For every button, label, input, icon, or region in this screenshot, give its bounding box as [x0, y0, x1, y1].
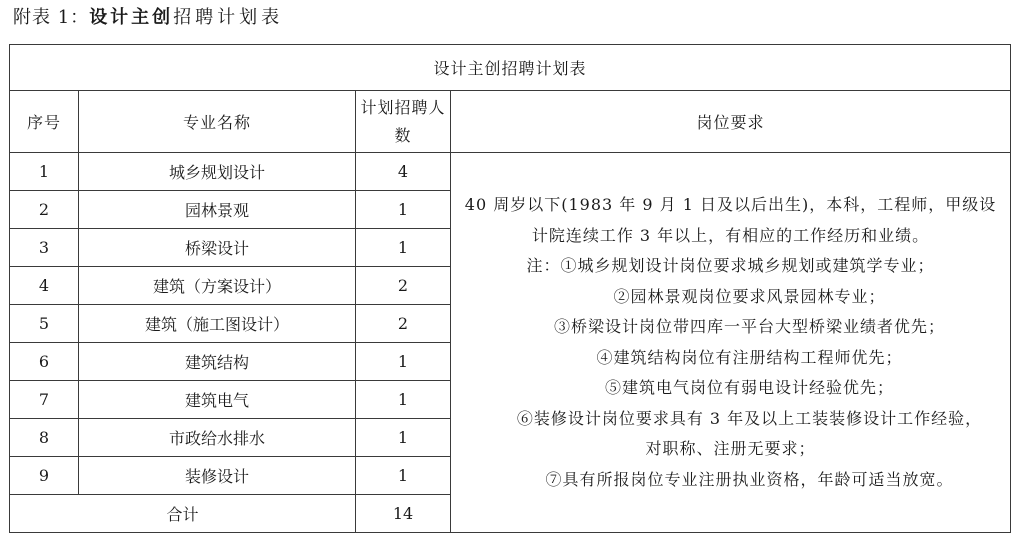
cell-count: 1: [356, 457, 451, 495]
cell-major: 建筑（施工图设计）: [79, 305, 356, 343]
cell-seq: 2: [10, 191, 79, 229]
requirement-line: 注：①城乡规划设计岗位要求城乡规划或建筑学专业；: [526, 256, 935, 275]
header-seq: 序号: [10, 91, 79, 153]
total-label: 合计: [10, 495, 356, 533]
cell-seq: 9: [10, 457, 79, 495]
requirement-line: 对职称、注册无要求；: [645, 439, 816, 458]
cell-seq: 8: [10, 419, 79, 457]
cell-major: 市政给水排水: [79, 419, 356, 457]
cell-seq: 7: [10, 381, 79, 419]
table-row: [10, 153, 1011, 191]
requirement-line: ⑥装修设计岗位要求具有 3 年及以上工装装修设计工作经验，: [516, 408, 983, 428]
table-title: 设计主创招聘计划表: [10, 45, 1011, 91]
cell-count: 1: [356, 229, 451, 267]
table-caption: [13, 5, 283, 31]
requirement-line: ⑦具有所报岗位专业注册执业资格，年龄可适当放宽。: [545, 469, 954, 489]
cell-count: 1: [356, 343, 451, 381]
requirement-line: ⑤建筑电气岗位有弱电设计经验优先；: [604, 378, 894, 397]
cell-count: 1: [356, 381, 451, 419]
cell-count: 4: [356, 153, 451, 191]
cell-count: 2: [356, 267, 451, 305]
requirement-line: 计院连续工作 3 年以上，有相应的工作经历和业绩。: [531, 225, 930, 245]
header-major: 专业名称: [79, 91, 356, 153]
cell-major: 建筑结构: [79, 343, 356, 381]
recruitment-plan-table: [9, 44, 1011, 533]
cell-count: 1: [356, 419, 451, 457]
requirements-cell: [451, 153, 1011, 533]
cell-seq: 6: [10, 343, 79, 381]
cell-count: 1: [356, 191, 451, 229]
header-requirements: 岗位要求: [451, 91, 1011, 153]
cell-major: 建筑（方案设计）: [79, 267, 356, 305]
caption-bold: 设计主创: [89, 7, 174, 28]
requirement-line: ③桥梁设计岗位带四库一平台大型桥梁业绩者优先；: [553, 317, 945, 336]
cell-count: 2: [356, 305, 451, 343]
requirement-line: 40 周岁以下(1983 年 9 月 1 日及以后出生)，本科，工程师，甲级设: [464, 195, 997, 214]
total-count: 14: [356, 495, 451, 533]
requirement-line: ④建筑结构岗位有注册结构工程师优先；: [596, 347, 903, 367]
cell-major: 装修设计: [79, 457, 356, 495]
cell-major: 园林景观: [79, 191, 356, 229]
cell-seq: 3: [10, 229, 79, 267]
cell-major: 建筑电气: [79, 381, 356, 419]
cell-seq: 5: [10, 305, 79, 343]
caption-rest: 招聘计划表: [173, 7, 284, 28]
cell-seq: 1: [10, 153, 79, 191]
caption-prefix: 附表 1：: [13, 7, 90, 28]
cell-major: 城乡规划设计: [79, 153, 356, 191]
requirement-line: ②园林景观岗位要求风景园林专业；: [613, 286, 886, 306]
cell-major: 桥梁设计: [79, 229, 356, 267]
header-count: 计划招聘人数: [356, 91, 451, 153]
cell-seq: 4: [10, 267, 79, 305]
